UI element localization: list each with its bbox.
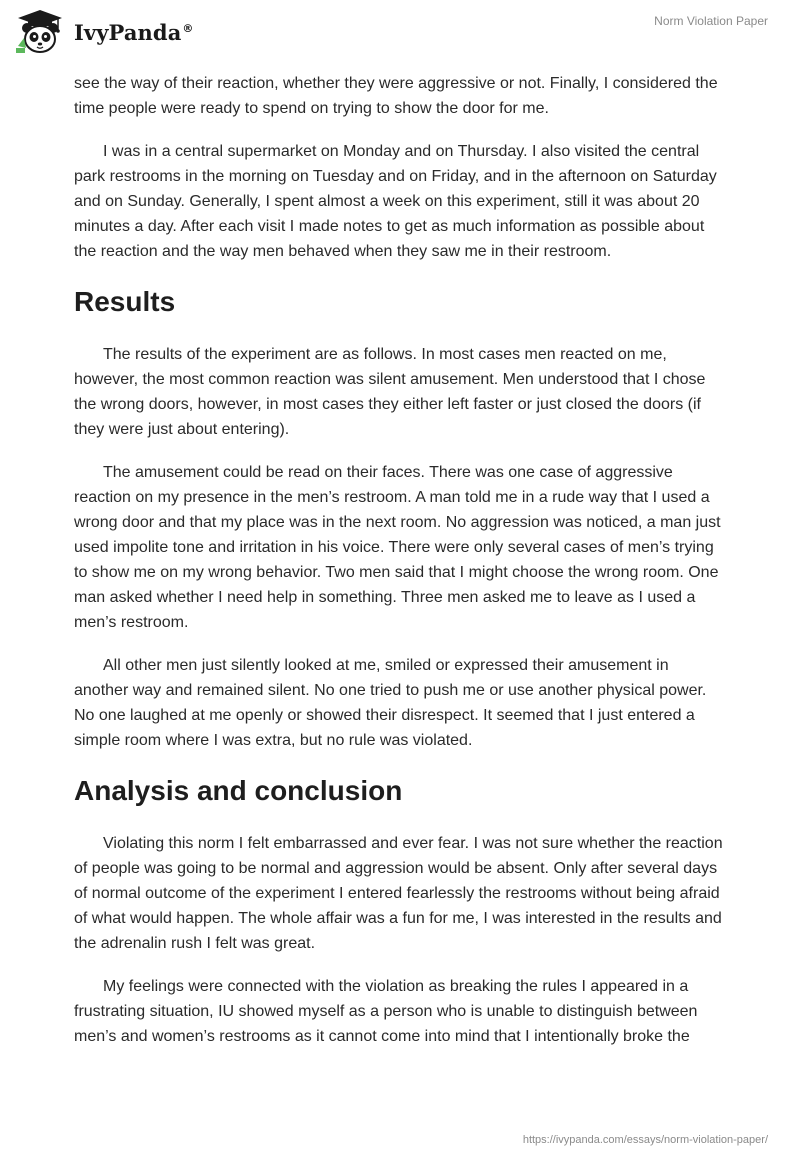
paragraph: All other men just silently looked at me, smiled or expressed their amusement in another way and remained silent. No one tried to push me or use another physical power. No one laughed at me openly or showed their disrespect. It seemed that I just entered a simple room where I was extra, but no rule was violated. bbox=[74, 657, 707, 749]
source-url[interactable]: https://ivypanda.com/essays/norm-violation-paper/ bbox=[522, 1134, 768, 1146]
ivypanda-logo[interactable] bbox=[14, 8, 194, 56]
paragraph: The amusement could be read on their faces. There was one case of aggressive reaction on my presence in the men’s restroom. A man told me in a rude way that I used a wrong door and that my place was in the next room. No aggression was noticed, a man just used impolite tone and irritation in his voice. There were only several cases of men’s trying to show me on my wrong behavior. Two men said that I might choose the wrong room. One man asked whether I need help in something. Three men asked me to leave as I used a men’s restroom. bbox=[74, 464, 721, 631]
section-heading-results: Results bbox=[74, 286, 176, 317]
essay-body bbox=[74, 71, 724, 1049]
paragraph: My feelings were connected with the violation as breaking the rules I appeared in a frustrating situation, IU showed myself as a person who is unable to distinguish between men’s and women’s restrooms as it cannot come into mind that I intentionally broke the bbox=[74, 978, 698, 1045]
section-heading-analysis: Analysis and conclusion bbox=[74, 775, 403, 806]
brand-name: IvyPanda® bbox=[74, 19, 194, 45]
panda-mascot-icon bbox=[14, 8, 66, 56]
paragraph: Violating this norm I felt embarrassed and ever fear. I was not sure whether the reaction of people was going to be normal and aggression would be absent. Only after several days of normal outcome of the experiment I entered fearlessly the restrooms without being afraid of what would happen. The whole affair was a fun for me, I was interested in the results and the adrenalin rush I felt was great. bbox=[74, 835, 723, 952]
document-title: Norm Violation Paper bbox=[654, 14, 768, 28]
paragraph: The results of the experiment are as follows. In most cases men reacted on me, however, the most common reaction was silent amusement. Men understood that I chose the wrong doors, however, in most cases they either left faster or just closed the doors (if they were just about entering). bbox=[74, 346, 706, 438]
paragraph: I was in a central supermarket on Monday and on Thursday. I also visited the central park restrooms in the morning on Tuesday and on Friday, and in the afternoon on Saturday and on Sunday. Generally, I spent almost a week on this experiment, still it was about 20 minutes a day. After each visit I made notes to get as much information as possible about the reaction and the way men behaved when they saw me in their restroom. bbox=[74, 143, 717, 260]
paragraph: see the way of their reaction, whether they were aggressive or not. Finally, I considered the time people were ready to spend on trying to show the door for me. bbox=[74, 75, 718, 117]
